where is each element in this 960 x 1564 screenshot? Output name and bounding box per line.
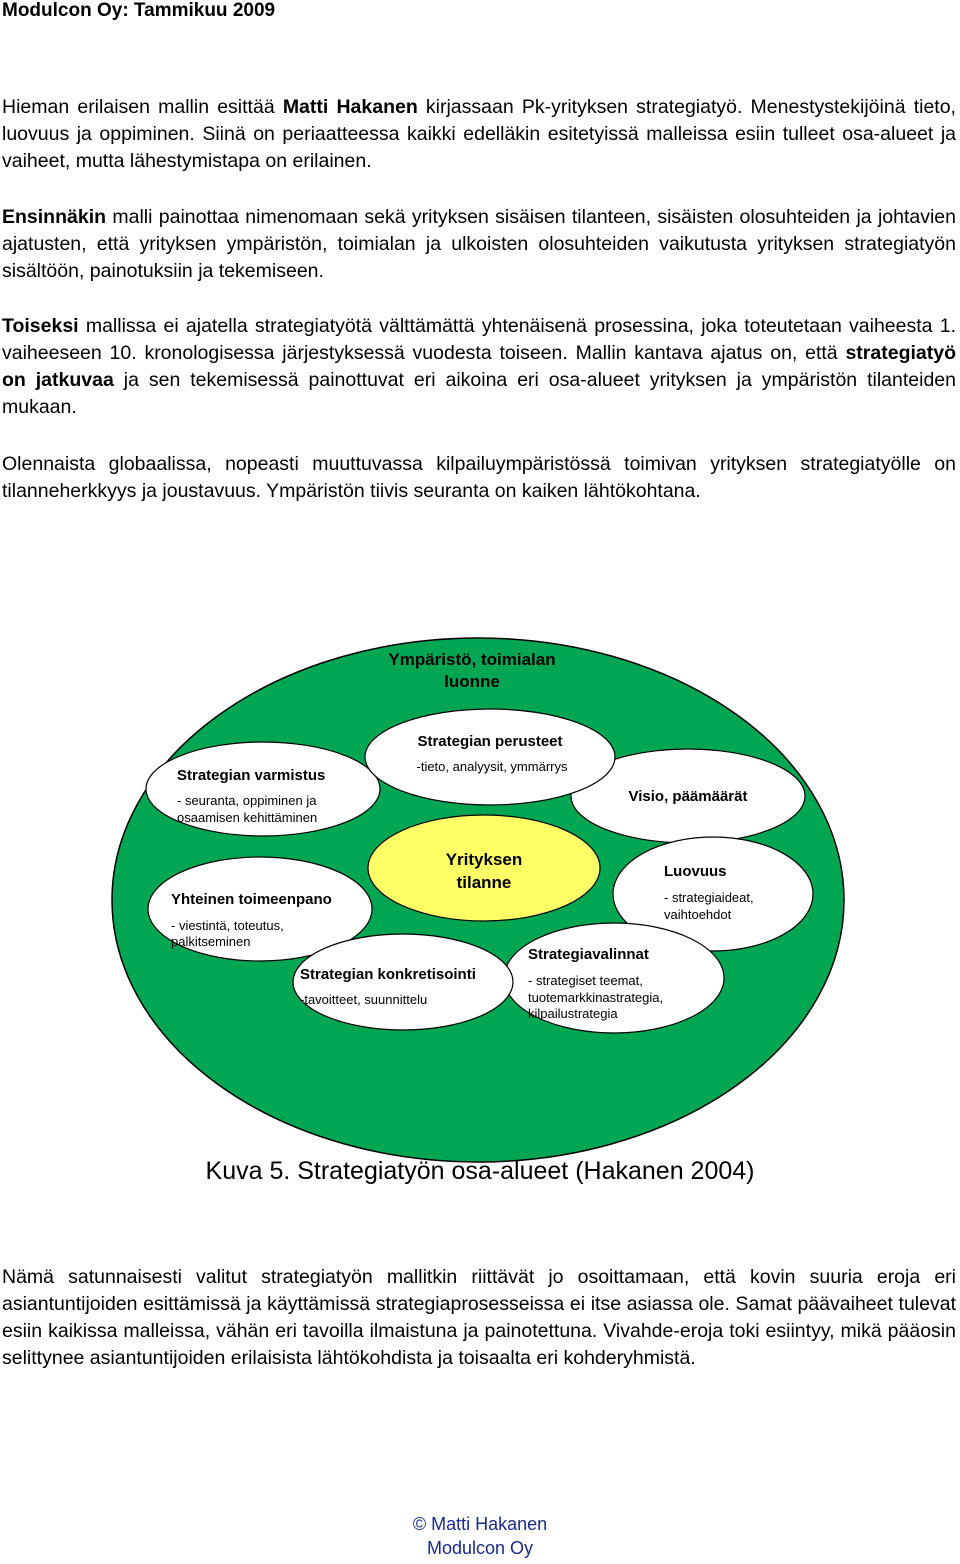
luovuus-sub-2: vaihtoehdot (664, 907, 732, 922)
toimeenpano-sub-1: - viestintä, toteutus, (171, 918, 284, 933)
valinnat-sub-2: tuotemarkkinastrategia, (528, 990, 664, 1005)
valinnat-sub-1: - strategiset teemat, (528, 973, 643, 988)
toimeenpano-title: Yhteinen toimeenpano (171, 891, 332, 908)
luovuus-title: Luovuus (664, 863, 727, 880)
outer-environment-label: Ympäristö, toimialan (388, 650, 556, 669)
paragraph-intro: Hieman erilaisen mallin esittää Matti Hakanen kirjassaan Pk-yrityksen strategiatyö. Menestystekijöinä tieto, luovuus ja oppiminen. Siinä on periaatteessa kaikki edelläkin esitetyissä malleissa esiin tulleet osa-alueet ja vaiheet, mutta lähestymistapa on erilainen. (2, 96, 956, 172)
varmistus-sub-2: osaamisen kehittäminen (177, 810, 318, 825)
konkretisointi-sub: -tavoitteet, suunnittelu (300, 992, 428, 1007)
toimeenpano-sub-2: palkitseminen (171, 934, 251, 949)
ellipse-perusteet (365, 709, 615, 805)
perusteet-sub: -tieto, analyysit, ymmärrys (416, 759, 568, 774)
tilanne-line-1: Yrityksen (445, 850, 523, 869)
luovuus-sub-1: - strategiaideat, (664, 890, 754, 905)
perusteet-title: Strategian perusteet (417, 733, 563, 750)
footer-company: Modulcon Oy (426, 1538, 534, 1558)
valinnat-title: Strategiavalinnat (528, 946, 649, 963)
varmistus-sub-1: - seuranta, oppiminen ja (177, 793, 317, 808)
konkretisointi-title: Strategian konkretisointi (300, 966, 476, 983)
outer-environment-label-2: luonne (444, 672, 500, 691)
valinnat-sub-3: kilpailustrategia (528, 1006, 618, 1021)
paragraph-first-point: Ensinnäkin malli painottaa nimenomaan sekä yrityksen sisäisen tilanteen, sisäisten olosuhteiden ja johtavien ajatusten, että yrityksen ympäristön, toimialan ja ulkoisten olosuhteiden vaikutusta yrityksen strategiatyön sisältöön, painotuksiin ja tekemiseen. (2, 206, 956, 282)
visio-title: Visio, päämäärät (628, 788, 748, 805)
figure-caption: Kuva 5. Strategiatyön osa-alueet (Hakanen 2004) (205, 1157, 755, 1185)
paragraph-second-point: Toiseksi mallissa ei ajatella strategiatyötä välttämättä yhtenäisenä prosessina, joka toteutetaan vaiheesta 1. vaiheeseen 10. kronologisessa järjestyksessä vuodesta toiseen. Mallin kantava ajatus on, että strategiatyö on jatkuvaa ja sen tekemisessä painottuvat eri aikoina eri osa-alueet yrityksen ja ympäristön tilanteiden mukaan. (2, 315, 956, 418)
varmistus-title: Strategian varmistus (177, 767, 326, 784)
footer-copyright: © Matti Hakanen (412, 1514, 548, 1534)
paragraph-conclusion: Nämä satunnaisesti valitut strategiatyön mallitkin riittävät jo osoittamaan, että kovin suuria eroja eri asiantuntijoiden esittämissä ja käyttämissä strategiaprosesseissa ei itse asiassa ole. Samat päävaiheet tulevat esiin kaikissa malleissa, vähän eri tavoilla ilmaistuna ja painotettuna. Vivahde-eroja toki esiintyy, mikä pääosin selittynee asiantuntijoiden erilaisista lähtökohdista ja toisaalta eri kohderyhmistä. (2, 1266, 956, 1369)
tilanne-line-2: tilanne (456, 873, 512, 892)
paragraph-global: Olennaista globaalissa, nopeasti muuttuvassa kilpailuympäristössä toimivan yrityksen strategiatyölle on tilanneherkkyys ja joustavuus. Ympäristön tiivis seuranta on kaiken lähtökohtana. (2, 453, 956, 502)
document-header: Modulcon Oy: Tammikuu 2009 (2, 0, 276, 21)
